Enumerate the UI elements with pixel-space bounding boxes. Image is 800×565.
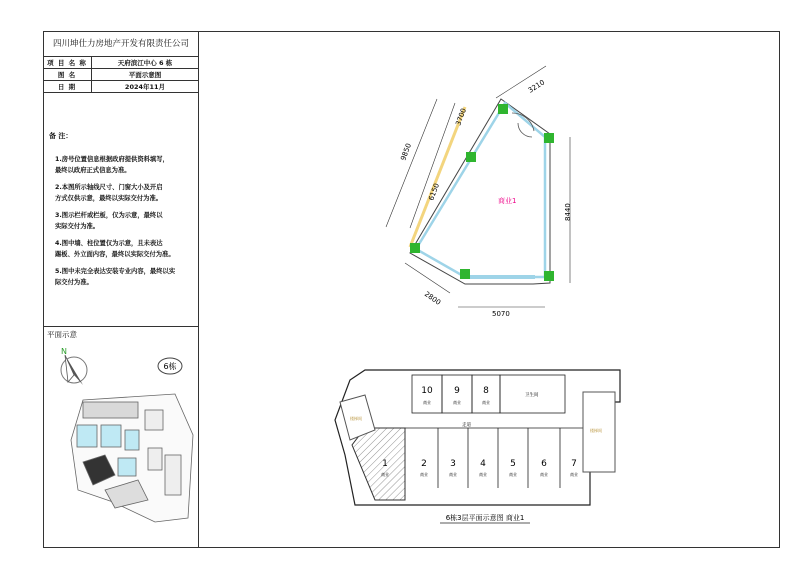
unit-number: 7 <box>571 459 577 469</box>
company-name: 四川坤仕力房地产开发有限责任公司 <box>43 31 199 57</box>
project-label: 项 目 名 称 <box>43 57 92 69</box>
svg-text:6栋: 6栋 <box>163 362 177 371</box>
unit-number: 1 <box>382 459 388 469</box>
project-value: 天府滨江中心 6 栋 <box>117 59 173 67</box>
note-line: 1.房号位置信息根据政府提供资料填写， <box>55 156 169 163</box>
svg-text:商业: 商业 <box>570 472 578 477</box>
project-row <box>43 57 199 69</box>
date-row <box>43 81 199 93</box>
unit-number: 6 <box>541 459 547 469</box>
unit-number: 9 <box>454 386 460 396</box>
note-line: 方式仅供示意，最终以实际交付为准。 <box>55 195 163 202</box>
unit-number: 2 <box>421 459 427 469</box>
unit-number: 5 <box>510 459 516 469</box>
date-value: 2024年11月 <box>124 83 166 91</box>
floor-plan-caption: 6栋3层平面示意图 商业1 <box>445 514 525 522</box>
svg-text:商业: 商业 <box>381 472 389 477</box>
stair-left-label: 楼梯间 <box>350 416 362 421</box>
unit-number: 8 <box>483 386 489 396</box>
svg-text:商业: 商业 <box>420 472 428 477</box>
site-plan-title: 平面示意 <box>47 330 77 339</box>
dim-left-lower: 6150 <box>427 182 441 202</box>
svg-text:商业: 商业 <box>453 400 461 405</box>
room-label: 商业1 <box>498 197 517 205</box>
drawing-name-label: 图 名 <box>43 69 92 81</box>
toilet-label: 卫生间 <box>525 393 539 398</box>
north-arrow-icon <box>61 347 87 385</box>
note-line: 实际交付为准。 <box>55 223 100 230</box>
svg-text:商业: 商业 <box>423 400 431 405</box>
note-line: 3.图示栏杆或栏板，仅为示意，最终以 <box>55 212 163 219</box>
dim-bottom-diag: 2800 <box>422 290 443 307</box>
corridor-label: 走道 <box>462 423 471 428</box>
dim-right: 8440 <box>564 203 572 221</box>
svg-text:商业: 商业 <box>482 400 490 405</box>
stair-right-label: 楼梯间 <box>590 428 602 433</box>
dim-left-total: 9850 <box>399 142 413 162</box>
date-label: 日 期 <box>43 81 92 93</box>
note-line: 5.图中未完全表达安装专业内容，最终以实 <box>55 268 176 275</box>
building-tag <box>158 358 182 374</box>
svg-text:商业: 商业 <box>540 472 548 477</box>
note-line: 4.图中墙、柱位置仅为示意，且未表达 <box>55 240 163 247</box>
unit-plan <box>200 31 780 321</box>
site-layout <box>71 394 193 522</box>
unit-number: 4 <box>480 459 486 469</box>
notes-title: 备 注： <box>49 132 73 140</box>
dim-top: 3210 <box>526 78 547 95</box>
dim-bottom: 5070 <box>492 310 510 318</box>
svg-text:商业: 商业 <box>449 472 457 477</box>
drawing-name-row <box>43 69 199 81</box>
dim-left-upper: 3700 <box>454 107 468 127</box>
site-plan-map <box>43 340 199 540</box>
drawing-name-value: 平面示意图 <box>128 71 162 79</box>
note-line: 最终以政府正式信息为准。 <box>55 167 131 174</box>
svg-text:商业: 商业 <box>509 472 517 477</box>
unit-number: 10 <box>421 386 433 396</box>
dimension-lines <box>386 66 570 307</box>
unit-number: 3 <box>450 459 456 469</box>
site-plan-divider <box>43 326 199 327</box>
note-line: 踢板、外立面内容，最终以实际交付为准。 <box>55 251 175 258</box>
note-line: 际交付为准。 <box>55 279 93 286</box>
north-label: N <box>61 347 67 356</box>
floor-plan <box>200 360 780 540</box>
svg-text:商业: 商业 <box>479 472 487 477</box>
note-line: 2.本图所示轴线尺寸、门窗大小及开启 <box>55 184 163 191</box>
